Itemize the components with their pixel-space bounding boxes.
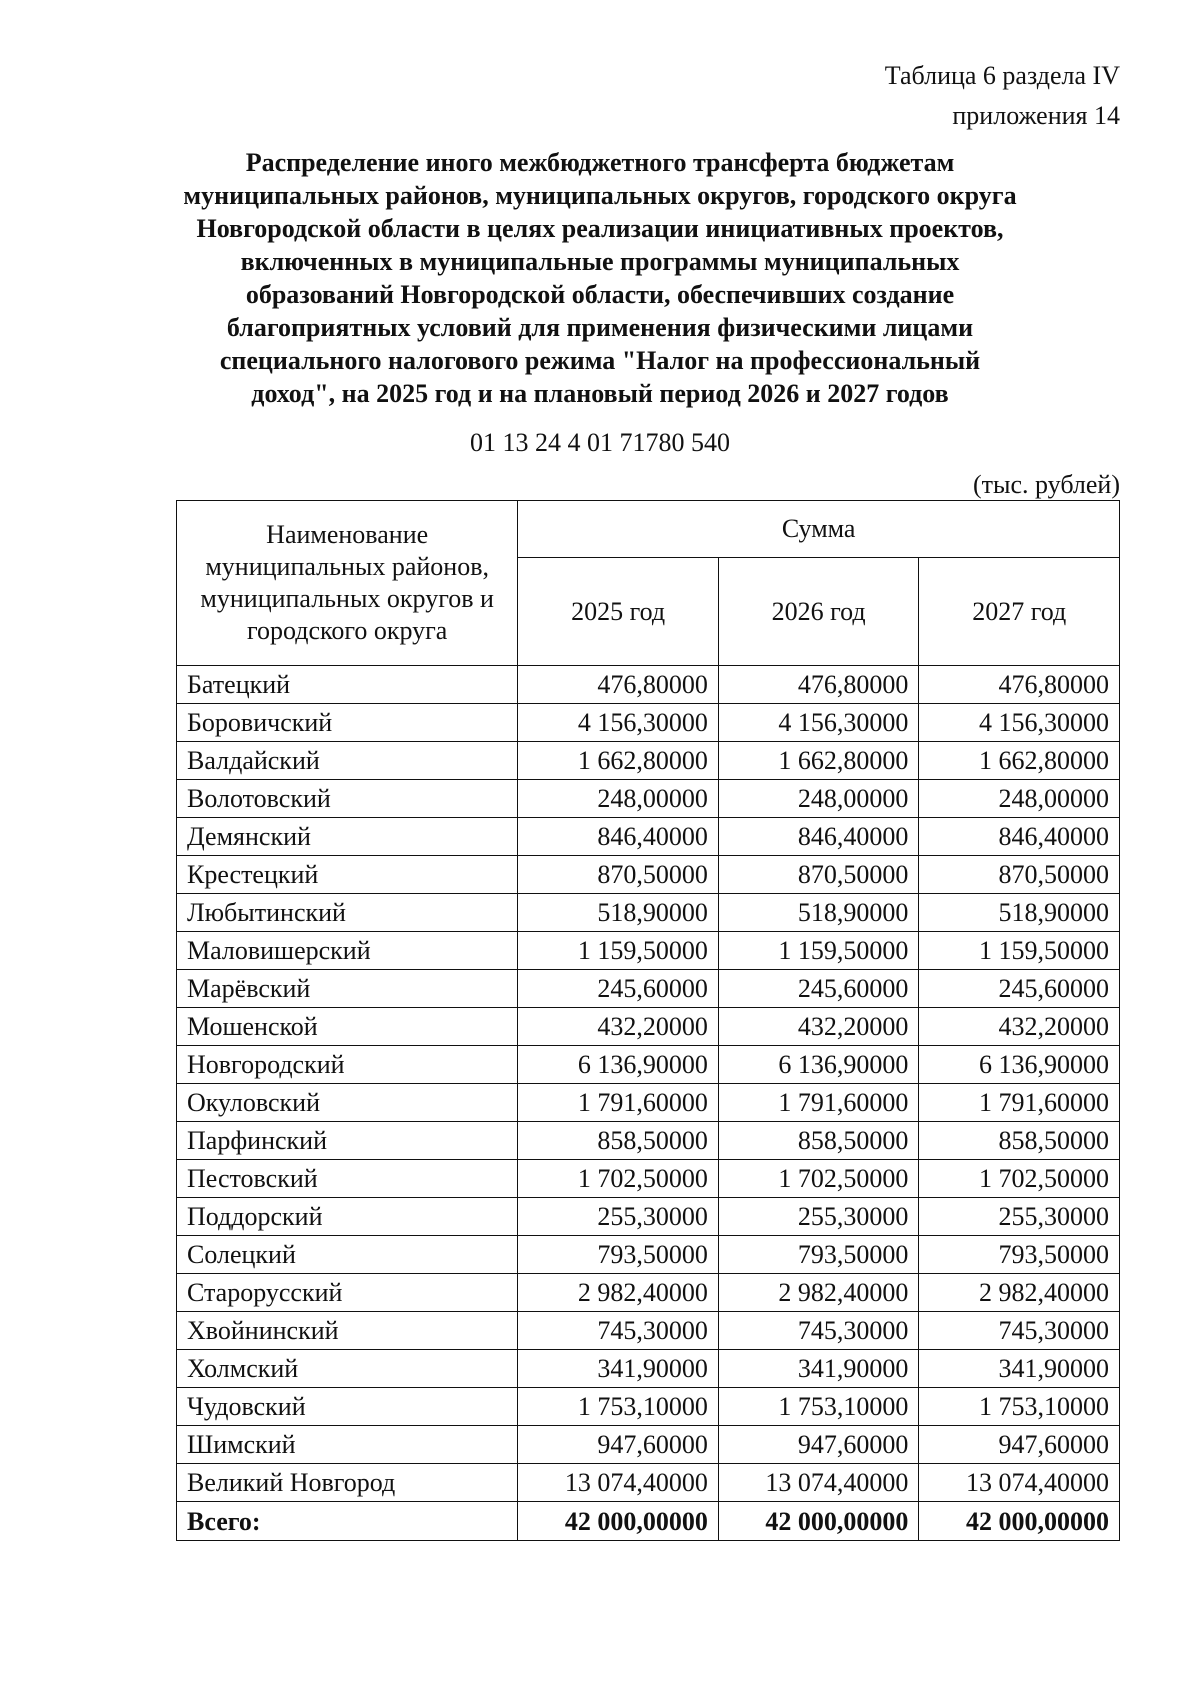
table-row [177, 1350, 1120, 1388]
amount-2026: 518,90000 [718, 894, 919, 932]
amount-2025: 248,00000 [518, 780, 719, 818]
amount-2025: 793,50000 [518, 1236, 719, 1274]
amount-2025: 6 136,90000 [518, 1046, 719, 1084]
amount-2025: 245,60000 [518, 970, 719, 1008]
amount-2026: 1 791,60000 [718, 1084, 919, 1122]
municipality-name: Парфинский [177, 1122, 518, 1160]
table-row [177, 780, 1120, 818]
table-row [177, 1236, 1120, 1274]
amount-2027: 2 982,40000 [919, 1274, 1120, 1312]
amount-2027: 846,40000 [919, 818, 1120, 856]
total-2026: 42 000,00000 [718, 1502, 919, 1541]
amount-2025: 13 074,40000 [518, 1464, 719, 1502]
amount-2025: 745,30000 [518, 1312, 719, 1350]
amount-2027: 341,90000 [919, 1350, 1120, 1388]
name-header-line: Наименование [266, 520, 429, 549]
amount-2027: 1 662,80000 [919, 742, 1120, 780]
amount-2027: 1 702,50000 [919, 1160, 1120, 1198]
budget-code: 01 13 24 4 01 71780 540 [470, 428, 730, 457]
name-header-line: муниципальных округов и [200, 584, 494, 613]
municipality-name: Марёвский [177, 970, 518, 1008]
name-header-line: муниципальных районов, [205, 552, 489, 581]
municipality-name: Волотовский [177, 780, 518, 818]
table-row [177, 856, 1120, 894]
total-label: Всего: [177, 1502, 518, 1541]
municipality-name: Солецкий [177, 1236, 518, 1274]
municipality-name: Поддорский [177, 1198, 518, 1236]
column-header-2027: 2027 год [919, 558, 1120, 666]
amount-2026: 255,30000 [718, 1198, 919, 1236]
title-line: благоприятных условий для применения физическими лицами [226, 313, 974, 342]
municipality-name: Крестецкий [177, 856, 518, 894]
municipality-name: Новгородский [177, 1046, 518, 1084]
municipality-name: Боровичский [177, 704, 518, 742]
amount-2026: 1 753,10000 [718, 1388, 919, 1426]
amount-2026: 4 156,30000 [718, 704, 919, 742]
amount-2025: 476,80000 [518, 666, 719, 704]
distribution-table [176, 500, 1120, 1541]
municipality-name: Мошенской [177, 1008, 518, 1046]
units-label: (тыс. рублей) [972, 470, 1120, 499]
total-2027: 42 000,00000 [919, 1502, 1120, 1541]
amount-2027: 248,00000 [919, 780, 1120, 818]
municipality-name: Старорусский [177, 1274, 518, 1312]
amount-2027: 245,60000 [919, 970, 1120, 1008]
amount-2025: 4 156,30000 [518, 704, 719, 742]
amount-2025: 518,90000 [518, 894, 719, 932]
table-row [177, 666, 1120, 704]
municipality-name: Чудовский [177, 1388, 518, 1426]
municipality-name: Валдайский [177, 742, 518, 780]
amount-2026: 13 074,40000 [718, 1464, 919, 1502]
table-row [177, 1426, 1120, 1464]
title-line: специального налогового режима "Налог на профессиональный [219, 346, 981, 375]
amount-2025: 870,50000 [518, 856, 719, 894]
municipality-name: Батецкий [177, 666, 518, 704]
table-reference-line2: приложения 14 [952, 101, 1120, 130]
amount-2025: 341,90000 [518, 1350, 719, 1388]
amount-2027: 476,80000 [919, 666, 1120, 704]
amount-2025: 1 753,10000 [518, 1388, 719, 1426]
amount-2027: 858,50000 [919, 1122, 1120, 1160]
column-header-name [177, 501, 518, 666]
municipality-name: Хвойнинский [177, 1312, 518, 1350]
table-header-row [177, 501, 1120, 558]
amount-2027: 947,60000 [919, 1426, 1120, 1464]
amount-2027: 518,90000 [919, 894, 1120, 932]
amount-2027: 6 136,90000 [919, 1046, 1120, 1084]
amount-2027: 1 753,10000 [919, 1388, 1120, 1426]
table-body [177, 666, 1120, 1541]
amount-2026: 432,20000 [718, 1008, 919, 1046]
table-reference [885, 56, 1120, 136]
table-row [177, 1198, 1120, 1236]
amount-2025: 858,50000 [518, 1122, 719, 1160]
name-header-line: городского округа [246, 616, 448, 645]
table-row [177, 1464, 1120, 1502]
amount-2026: 6 136,90000 [718, 1046, 919, 1084]
municipality-name: Окуловский [177, 1084, 518, 1122]
title-line: образований Новгородской области, обеспечивших создание [245, 280, 955, 309]
municipality-name: Маловишерский [177, 932, 518, 970]
amount-2027: 4 156,30000 [919, 704, 1120, 742]
title-line: включенных в муниципальные программы муниципальных [240, 247, 960, 276]
municipality-name: Холмский [177, 1350, 518, 1388]
table-row [177, 704, 1120, 742]
municipality-name: Великий Новгород [177, 1464, 518, 1502]
amount-2026: 1 662,80000 [718, 742, 919, 780]
amount-2026: 341,90000 [718, 1350, 919, 1388]
title-line: доход", на 2025 год и на плановый период 2026 и 2027 годов [251, 379, 949, 408]
amount-2025: 947,60000 [518, 1426, 719, 1464]
table-row [177, 1312, 1120, 1350]
municipality-name: Пестовский [177, 1160, 518, 1198]
amount-2026: 745,30000 [718, 1312, 919, 1350]
amount-2026: 870,50000 [718, 856, 919, 894]
column-header-2026: 2026 год [718, 558, 919, 666]
amount-2027: 255,30000 [919, 1198, 1120, 1236]
amount-2027: 793,50000 [919, 1236, 1120, 1274]
amount-2026: 793,50000 [718, 1236, 919, 1274]
title-line: муниципальных районов, муниципальных округов, городского округа [183, 181, 1017, 210]
document-title [150, 146, 1050, 410]
amount-2025: 2 982,40000 [518, 1274, 719, 1312]
table-row [177, 970, 1120, 1008]
table-row [177, 1046, 1120, 1084]
column-header-sum: Сумма [518, 501, 1120, 558]
amount-2027: 870,50000 [919, 856, 1120, 894]
amount-2027: 1 791,60000 [919, 1084, 1120, 1122]
municipality-name: Любытинский [177, 894, 518, 932]
amount-2025: 846,40000 [518, 818, 719, 856]
amount-2026: 846,40000 [718, 818, 919, 856]
amount-2025: 1 662,80000 [518, 742, 719, 780]
table-row [177, 1122, 1120, 1160]
total-row [177, 1502, 1120, 1541]
amount-2026: 248,00000 [718, 780, 919, 818]
title-line: Распределение иного межбюджетного трансферта бюджетам [245, 148, 955, 177]
table-row [177, 894, 1120, 932]
amount-2027: 745,30000 [919, 1312, 1120, 1350]
amount-2027: 13 074,40000 [919, 1464, 1120, 1502]
municipality-name: Шимский [177, 1426, 518, 1464]
amount-2027: 432,20000 [919, 1008, 1120, 1046]
amount-2026: 245,60000 [718, 970, 919, 1008]
amount-2025: 432,20000 [518, 1008, 719, 1046]
amount-2025: 1 702,50000 [518, 1160, 719, 1198]
municipality-name: Демянский [177, 818, 518, 856]
amount-2025: 1 159,50000 [518, 932, 719, 970]
amount-2026: 476,80000 [718, 666, 919, 704]
amount-2026: 1 702,50000 [718, 1160, 919, 1198]
table-row [177, 1388, 1120, 1426]
table-row [177, 818, 1120, 856]
column-header-2025: 2025 год [518, 558, 719, 666]
amount-2026: 1 159,50000 [718, 932, 919, 970]
amount-2027: 1 159,50000 [919, 932, 1120, 970]
title-line: Новгородской области в целях реализации инициативных проектов, [196, 214, 1004, 243]
amount-2026: 858,50000 [718, 1122, 919, 1160]
table-row [177, 1160, 1120, 1198]
amount-2025: 1 791,60000 [518, 1084, 719, 1122]
amount-2026: 947,60000 [718, 1426, 919, 1464]
table-row [177, 1008, 1120, 1046]
amount-2026: 2 982,40000 [718, 1274, 919, 1312]
table-row [177, 742, 1120, 780]
table-row [177, 932, 1120, 970]
table-row [177, 1084, 1120, 1122]
table-reference-line1: Таблица 6 раздела IV [884, 61, 1120, 90]
total-2025: 42 000,00000 [518, 1502, 719, 1541]
table-row [177, 1274, 1120, 1312]
amount-2025: 255,30000 [518, 1198, 719, 1236]
